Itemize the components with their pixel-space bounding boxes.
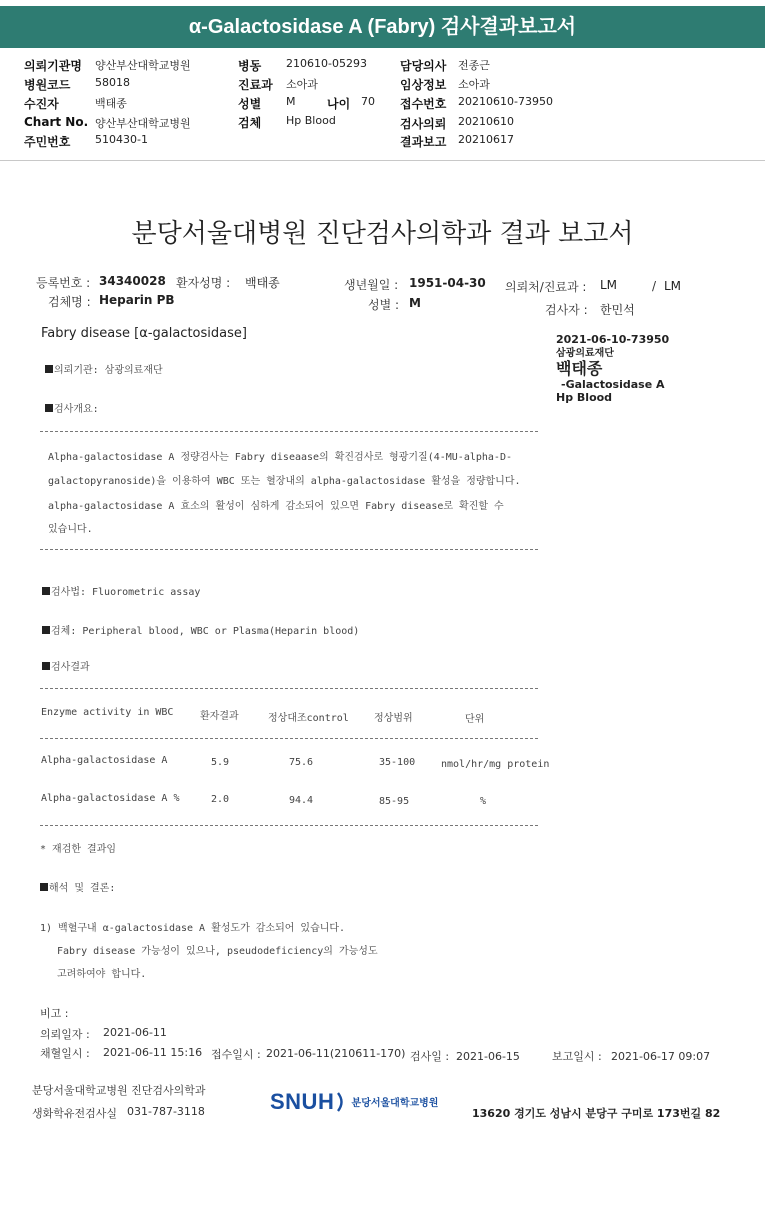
interpretation-title-text: 해석 및 결론: — [49, 883, 116, 894]
accession-value: 20210610-73950 — [458, 95, 553, 108]
birthdate-value: 1951-04-30 — [409, 276, 486, 290]
overview-line-2: galactopyranoside)을 이용하여 WBC 또는 혈장내의 alpha-galactosidase 활성을 정량합니다. — [48, 476, 521, 487]
method-text: 검사법: Fluorometric assay — [51, 587, 201, 598]
results-header-unit: 단위 — [465, 714, 485, 725]
doc-sex-label: 성별 : — [368, 298, 400, 312]
footer-address: 13620 경기도 성남시 분당구 구미로 173번길 82 — [472, 1107, 721, 1120]
overview-title-text: 검사개요: — [54, 404, 99, 415]
referral-dept-label: 의뢰처/진료과 : — [505, 280, 587, 294]
test-name: Fabry disease [α-galactosidase] — [41, 326, 247, 341]
report-time-label: 보고일시 : — [552, 1050, 602, 1063]
row2-control: 94.4 — [289, 795, 314, 806]
collect-time-value: 2021-06-11 15:16 — [103, 1046, 203, 1059]
retest-note: * 재검한 결과임 — [40, 844, 117, 855]
footer-lab: 생화학유전검사실 — [32, 1107, 118, 1120]
department-label: 진료과 — [238, 78, 273, 92]
test-date-value: 2021-06-15 — [456, 1050, 520, 1063]
result-report-value: 20210617 — [458, 133, 514, 146]
row2-analyte: Alpha-galactosidase A % — [41, 793, 180, 804]
snuh-logo-subtext: 분당서울대학교병원 — [351, 1098, 439, 1109]
sex-label: 성별 — [238, 97, 262, 111]
results-header-range: 정상범위 — [374, 713, 413, 724]
results-heading — [42, 658, 90, 673]
overview-line-4: 있습니다. — [48, 524, 93, 535]
receive-time-value: 2021-06-11(210611-170) — [266, 1047, 406, 1060]
document-title: 분당서울대병원 진단검사의학과 결과 보고서 — [131, 219, 634, 249]
clinical-info-label: 임상정보 — [400, 78, 447, 92]
receive-time-label: 접수일시 : — [211, 1048, 261, 1061]
sample-text: 검체: Peripheral blood, WBC or Plasma(Heparin blood) — [51, 626, 360, 637]
snuh-logo — [270, 1089, 438, 1115]
test-date-label: 검사일 : — [410, 1050, 450, 1063]
hospital-code-label: 병원코드 — [24, 78, 71, 92]
collect-time-label: 채혈일시 : — [40, 1047, 90, 1060]
sample-line — [42, 622, 359, 637]
patient-label: 수진자 — [24, 97, 59, 111]
results-title-text: 검사결과 — [51, 662, 90, 673]
request-date-label: 의뢰일자 : — [40, 1028, 90, 1041]
doctor-value: 전종근 — [458, 59, 490, 72]
test-request-value: 20210610 — [458, 115, 514, 128]
report-title: α-Galactosidase A (Fabry) 검사결과보고서 — [188, 16, 577, 38]
footer-department: 분당서울대학교병원 진단검사의학과 — [32, 1084, 206, 1097]
result-report-label: 결과보고 — [400, 135, 447, 149]
doctor-label: 담당의사 — [400, 59, 447, 73]
examiner-label: 검사자 : — [545, 303, 588, 317]
row1-unit: nmol/hr/mg protein — [441, 759, 550, 770]
test-request-label: 검사의뢰 — [400, 117, 447, 131]
row1-control: 75.6 — [289, 757, 314, 768]
chart-no-label: Chart No. — [24, 115, 89, 129]
overview-line-3: alpha-galactosidase A 효소의 활성이 심하게 감소되어 있으면 Fabry disease로 확진할 수 — [48, 501, 504, 512]
registration-value: 34340028 — [99, 274, 166, 288]
row1-analyte: Alpha-galactosidase A — [41, 755, 168, 766]
overview-top-rule — [40, 431, 538, 432]
overview-line-1: Alpha-galactosidase A 정량검사는 Fabry diseaase의 확진검사로 형광기질(4-MU-alpha-D- — [48, 452, 512, 463]
referral-dept-value-1: LM — [600, 278, 618, 292]
results-header-patient: 환자결과 — [200, 711, 239, 722]
patient-name-value: 백태종 — [245, 276, 280, 290]
row2-unit: % — [480, 796, 487, 807]
stamp-specimen: Hp Blood — [556, 391, 613, 404]
stamp-accession: 2021-06-10-73950 — [556, 333, 670, 346]
overview-heading — [45, 400, 99, 415]
age-value: 70 — [361, 95, 375, 108]
stamp-lab: 삼광의료재단 — [556, 348, 614, 359]
stamp-patient: 백태종 — [556, 359, 603, 378]
patient-name-label: 환자성명 : — [176, 276, 231, 290]
interpretation-line-2: Fabry disease 가능성이 있으나, pseudodeficiency의 가능성도 — [57, 946, 378, 957]
age-label: 나이 — [327, 97, 351, 111]
institution-line — [45, 361, 163, 376]
hospital-code-value: 58018 — [95, 76, 130, 89]
row2-patient-result: 2.0 — [211, 794, 230, 805]
birthdate-label: 생년월일 : — [344, 278, 399, 292]
institution-text: 의뢰기관: 삼광의료재단 — [54, 365, 163, 376]
results-top-rule — [40, 688, 538, 689]
resident-no-label: 주민번호 — [24, 135, 71, 149]
specimen-name-value: Heparin PB — [99, 293, 175, 307]
specimen-label: 검체 — [238, 116, 262, 130]
specimen-name-label: 검체명 : — [48, 295, 91, 309]
interpretation-line-3: 고려하여야 합니다. — [57, 969, 147, 980]
method-line — [42, 583, 200, 598]
row1-patient-result: 5.9 — [211, 757, 230, 768]
accession-label: 접수번호 — [400, 97, 447, 111]
report-time-value: 2021-06-17 09:07 — [611, 1050, 711, 1063]
department-value: 소아과 — [286, 78, 318, 91]
doc-sex-value: M — [409, 296, 421, 310]
registration-label: 등록번호 : — [36, 276, 91, 290]
hospital-name-value: 양산부산대학교병원 — [95, 59, 191, 72]
results-header-control: 정상대조control — [268, 713, 349, 724]
hospital-name-label: 의뢰기관명 — [24, 59, 82, 73]
snuh-logo-arc-icon — [337, 1091, 346, 1113]
referral-dept-separator: / — [652, 279, 657, 293]
snuh-logo-text: SNUH — [270, 1089, 335, 1114]
request-date-value: 2021-06-11 — [103, 1026, 167, 1039]
interpretation-line-1: 1) 백혈구내 α-galactosidase A 활성도가 감소되어 있습니다. — [40, 923, 346, 934]
remarks-label: 비고 : — [40, 1007, 69, 1020]
chart-no-value: 양산부산대학교병원 — [95, 117, 191, 130]
interpretation-heading — [40, 879, 115, 894]
sex-value: M — [286, 95, 296, 108]
overview-bottom-rule — [40, 549, 538, 550]
header-divider — [0, 160, 765, 161]
clinical-info-value: 소아과 — [458, 78, 490, 91]
stamp-test: -Galactosidase A — [561, 378, 665, 391]
referral-dept-value-2: LM — [664, 279, 682, 293]
row1-range: 35-100 — [379, 757, 416, 768]
results-header-rule — [40, 738, 538, 739]
ward-value: 210610-05293 — [286, 57, 367, 70]
row2-range: 85-95 — [379, 796, 410, 807]
examiner-value: 한민석 — [600, 303, 635, 317]
patient-value: 백태종 — [95, 97, 127, 110]
footer-phone: 031-787-3118 — [127, 1105, 205, 1118]
ward-label: 병동 — [238, 59, 262, 73]
results-header-enzyme: Enzyme activity in WBC — [41, 707, 174, 718]
resident-no-value: 510430-1 — [95, 133, 148, 146]
specimen-value: Hp Blood — [286, 114, 336, 127]
results-bottom-rule — [40, 825, 538, 826]
